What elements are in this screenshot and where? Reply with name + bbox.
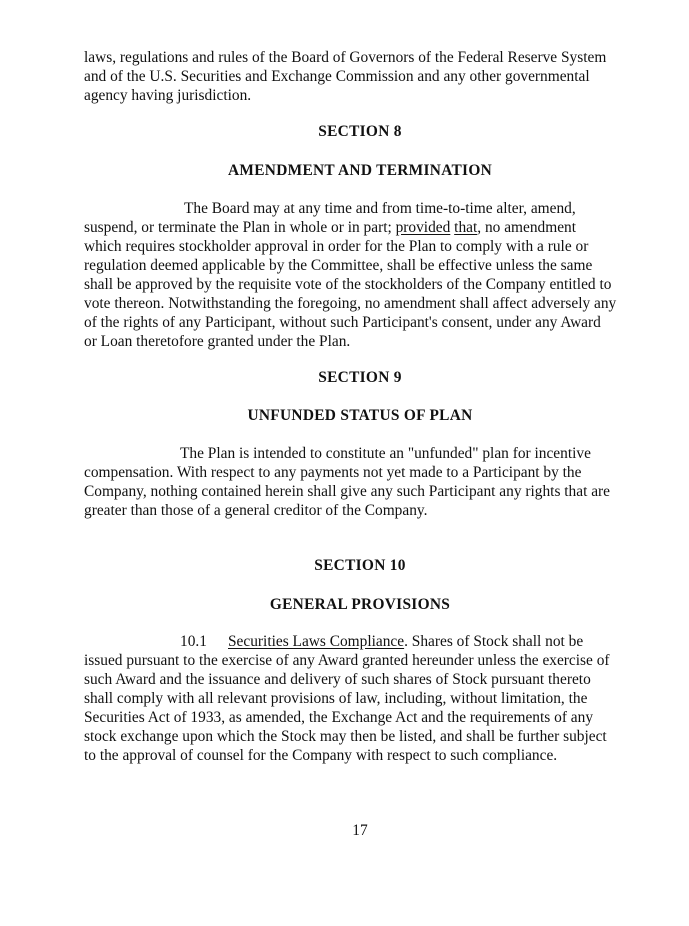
section-8-line-4: regulation deemed applicable by the Committee, shall be effective unless the same bbox=[84, 257, 593, 274]
section-8-title: AMENDMENT AND TERMINATION bbox=[227, 162, 493, 179]
intro-line-1: laws, regulations and rules of the Board of Governors of the Federal Reserve System bbox=[84, 49, 607, 66]
section-8-line-5: shall be approved by the requisite vote of the stockholders of the Company entitled to bbox=[84, 276, 612, 293]
section-10-1-first-line bbox=[180, 632, 583, 651]
subsection-first-line-rest: . Shares of Stock shall not be bbox=[404, 633, 584, 650]
section-9-line-3: Company, nothing contained herein shall give any such Participant any rights that are bbox=[84, 483, 610, 500]
page-number: 17 bbox=[352, 822, 368, 839]
subsection-title: Securities Laws Compliance bbox=[228, 633, 405, 650]
section-8-line-7: of the rights of any Participant, without such Participant's consent, under any Award bbox=[84, 314, 601, 331]
section-9-line-4: greater than those of a general creditor of the Company. bbox=[84, 502, 428, 519]
section-8-number: SECTION 8 bbox=[318, 123, 402, 140]
section-10-line-2: issued pursuant to the exercise of any Award granted hereunder unless the exercise of bbox=[84, 652, 610, 669]
section-9-first-line: The Plan is intended to constitute an "unfunded" plan for incentive bbox=[180, 445, 591, 462]
section-8-line-2-pre: suspend, or terminate the Plan in whole or in part; bbox=[84, 219, 396, 236]
section-10-title: GENERAL PROVISIONS bbox=[269, 596, 451, 613]
provided-term: provided bbox=[395, 219, 451, 236]
section-9-title: UNFUNDED STATUS OF PLAN bbox=[247, 407, 473, 424]
section-10-line-4: shall comply with all relevant provisions of law, including, without limitation, the bbox=[84, 690, 588, 707]
intro-line-2: and of the U.S. Securities and Exchange Commission and any other governmental bbox=[84, 68, 590, 85]
section-8-line-6: vote thereon. Notwithstanding the foregoing, no amendment shall affect adversely any bbox=[84, 295, 617, 312]
section-8-line-3: which requires stockholder approval in order for the Plan to comply with a rule or bbox=[84, 238, 589, 255]
section-10-line-7: to the approval of counsel for the Company with respect to such compliance. bbox=[84, 747, 558, 764]
that-term: that bbox=[454, 219, 478, 236]
section-9-number: SECTION 9 bbox=[318, 369, 402, 386]
intro-line-3: agency having jurisdiction. bbox=[84, 87, 252, 104]
section-10-line-6: stock exchange upon which the Stock may then be listed, and shall be further subject bbox=[84, 728, 607, 745]
section-9-line-2: compensation. With respect to any payments not yet made to a Participant by the bbox=[84, 464, 582, 481]
subsection-number: 10.1 bbox=[180, 633, 207, 650]
section-10-number: SECTION 10 bbox=[314, 557, 406, 574]
section-8-line-2 bbox=[84, 218, 576, 237]
section-10-line-3: such Award and the issuance and delivery of such shares of Stock pursuant thereto bbox=[84, 671, 591, 688]
section-8-line-2-post: , no amendment bbox=[477, 219, 576, 236]
section-10-line-5: Securities Act of 1933, as amended, the Exchange Act and the requirements of any bbox=[84, 709, 594, 726]
section-8-first-line: The Board may at any time and from time-to-time alter, amend, bbox=[184, 200, 576, 217]
section-8-line-8: or Loan theretofore granted under the Plan. bbox=[84, 333, 351, 350]
